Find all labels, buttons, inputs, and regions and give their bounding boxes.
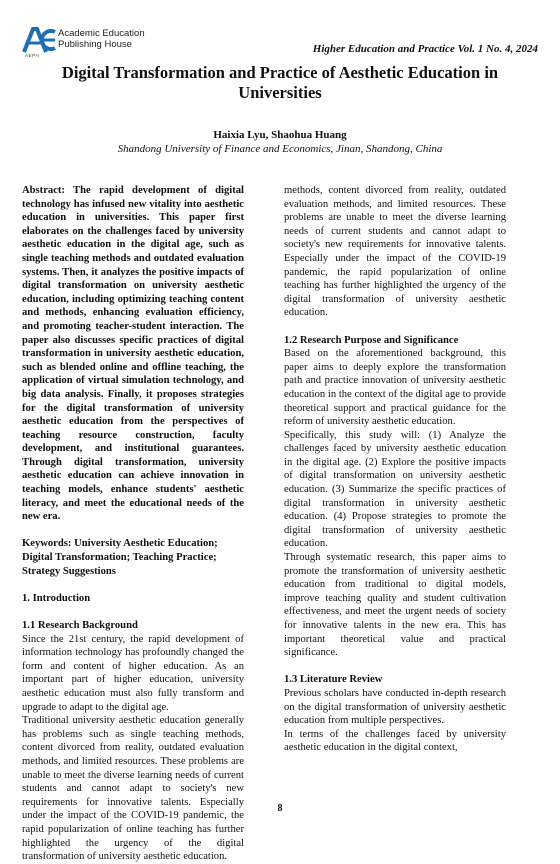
- paragraph: Since the 21st century, the rapid development of information technology has profoundly changed the form and content of higher education. As an important part of higher education, university aesthetic education must also fully transform and upgrade to adapt to the digital age.: [22, 633, 244, 713]
- paragraph: Traditional university aesthetic education generally has problems such as single teaching methods, content divorced from reality, outdated evaluation methods, and limited resources. These problems are unable to meet the diverse learning needs of current students and cannot adapt to society's new requirements for innovative talents. Especially under the impact of the COVID-19 pandemic, the rapid popularization of online teaching has further highlighted the urgency of the digital transformation of university aesthetic education.: [22, 715, 244, 863]
- abstract-text: Abstract: The rapid development of digital technology has infused new vitality into aesthetic education in universities. This paper first elaborates on the challenges faced by university aesthetic education in the digital age, such as single teaching methods and outdated evaluation systems. Then, it analyzes the positive impacts of digital transformation on university aesthetic education, including optimizing teaching content and methods, enhancing evaluation efficiency, and promoting teacher-student interaction. The paper also discusses specific practices of digital transformation in university aesthetic education, such as blended online and offline teaching, the application of virtual simulation technology, and big data analysis. Finally, it proposes strategies for the digital transformation of university aesthetic education from the perspectives of teaching resource construction, faculty development, and institutional guarantees. Through digital transformation, university aesthetic education can achieve innovation in teaching models, enhance students' aesthetic literacy, and meet the educational needs of the new era.: [22, 185, 244, 523]
- paragraph: Through systematic research, this paper aims to promote the transformation of university aesthetic education from traditional to digital models, improve teaching quality and student cultivation effectiveness, and meet the urgent needs of society for innovative talents in the new era. This has important theoretical value and practical significance.: [284, 552, 506, 659]
- publisher-line-1: Academic Education: [58, 28, 145, 39]
- journal-name: Higher Education and Practice Vol. 1 No. 4, 2024: [312, 43, 538, 55]
- authors: Haixia Lyu, Shaohua Huang: [213, 129, 347, 141]
- publisher-name: [58, 28, 145, 50]
- left-column: [22, 184, 244, 863]
- paragraph: Specifically, this study will: (1) Analyze the challenges faced by university aesthetic education in the digital age. (2) Explore the positive impacts of digital transformation on university aesthetic education. (3) Summarize the specific practices of digital transformation in university aesthetic education. (4) Propose strategies to promote the digital transformation of university aesthetic education.: [284, 429, 506, 550]
- keywords: Keywords: University Aesthetic Education; Digital Transformation; Teaching Practice; Strategy Suggestions: [22, 538, 218, 577]
- publisher-short: AEPH: [25, 53, 40, 58]
- abstract: [22, 184, 244, 524]
- publisher-line-2: Publishing House: [58, 39, 132, 50]
- affiliation: Shandong University of Finance and Economics, Jinan, Shandong, China: [117, 143, 443, 155]
- section-heading-literature-review: 1.3 Literature Review: [284, 674, 383, 686]
- paragraph: Based on the aforementioned background, this paper aims to deeply explore the transformation path and practice innovation of university aesthetic education in the context of the digital age to provide theoretical support and practical guidance for the reform of university aesthetic education.: [284, 348, 506, 428]
- paragraph: Previous scholars have conducted in-depth research on the digital transformation of university aesthetic education from multiple perspectives.: [284, 687, 506, 727]
- page-number: 8: [277, 803, 283, 814]
- page-header: [22, 24, 538, 60]
- paper-title: Digital Transformation and Practice of Aesthetic Education in Universities: [61, 63, 499, 102]
- right-column: [284, 184, 506, 755]
- publisher-logo: [22, 24, 162, 58]
- section-heading-research-purpose: 1.2 Research Purpose and Significance: [284, 334, 459, 346]
- section-heading-introduction: 1. Introduction: [22, 592, 91, 604]
- section-heading-research-background: 1.1 Research Background: [22, 620, 138, 631]
- paragraph-continued: methods, content divorced from reality, outdated evaluation methods, and limited resources. These problems are unable to meet the diverse learning needs of current students and cannot adapt to society's new requirements for innovative talents. Especially under the impact of the COVID-19 pandemic, the rapid popularization of online teaching has further highlighted the urgency of the digital transformation of university aesthetic education.: [284, 185, 506, 319]
- paragraph: In terms of the challenges faced by university aesthetic education in the digital context,: [284, 728, 506, 754]
- aeph-logo-icon: [22, 26, 56, 54]
